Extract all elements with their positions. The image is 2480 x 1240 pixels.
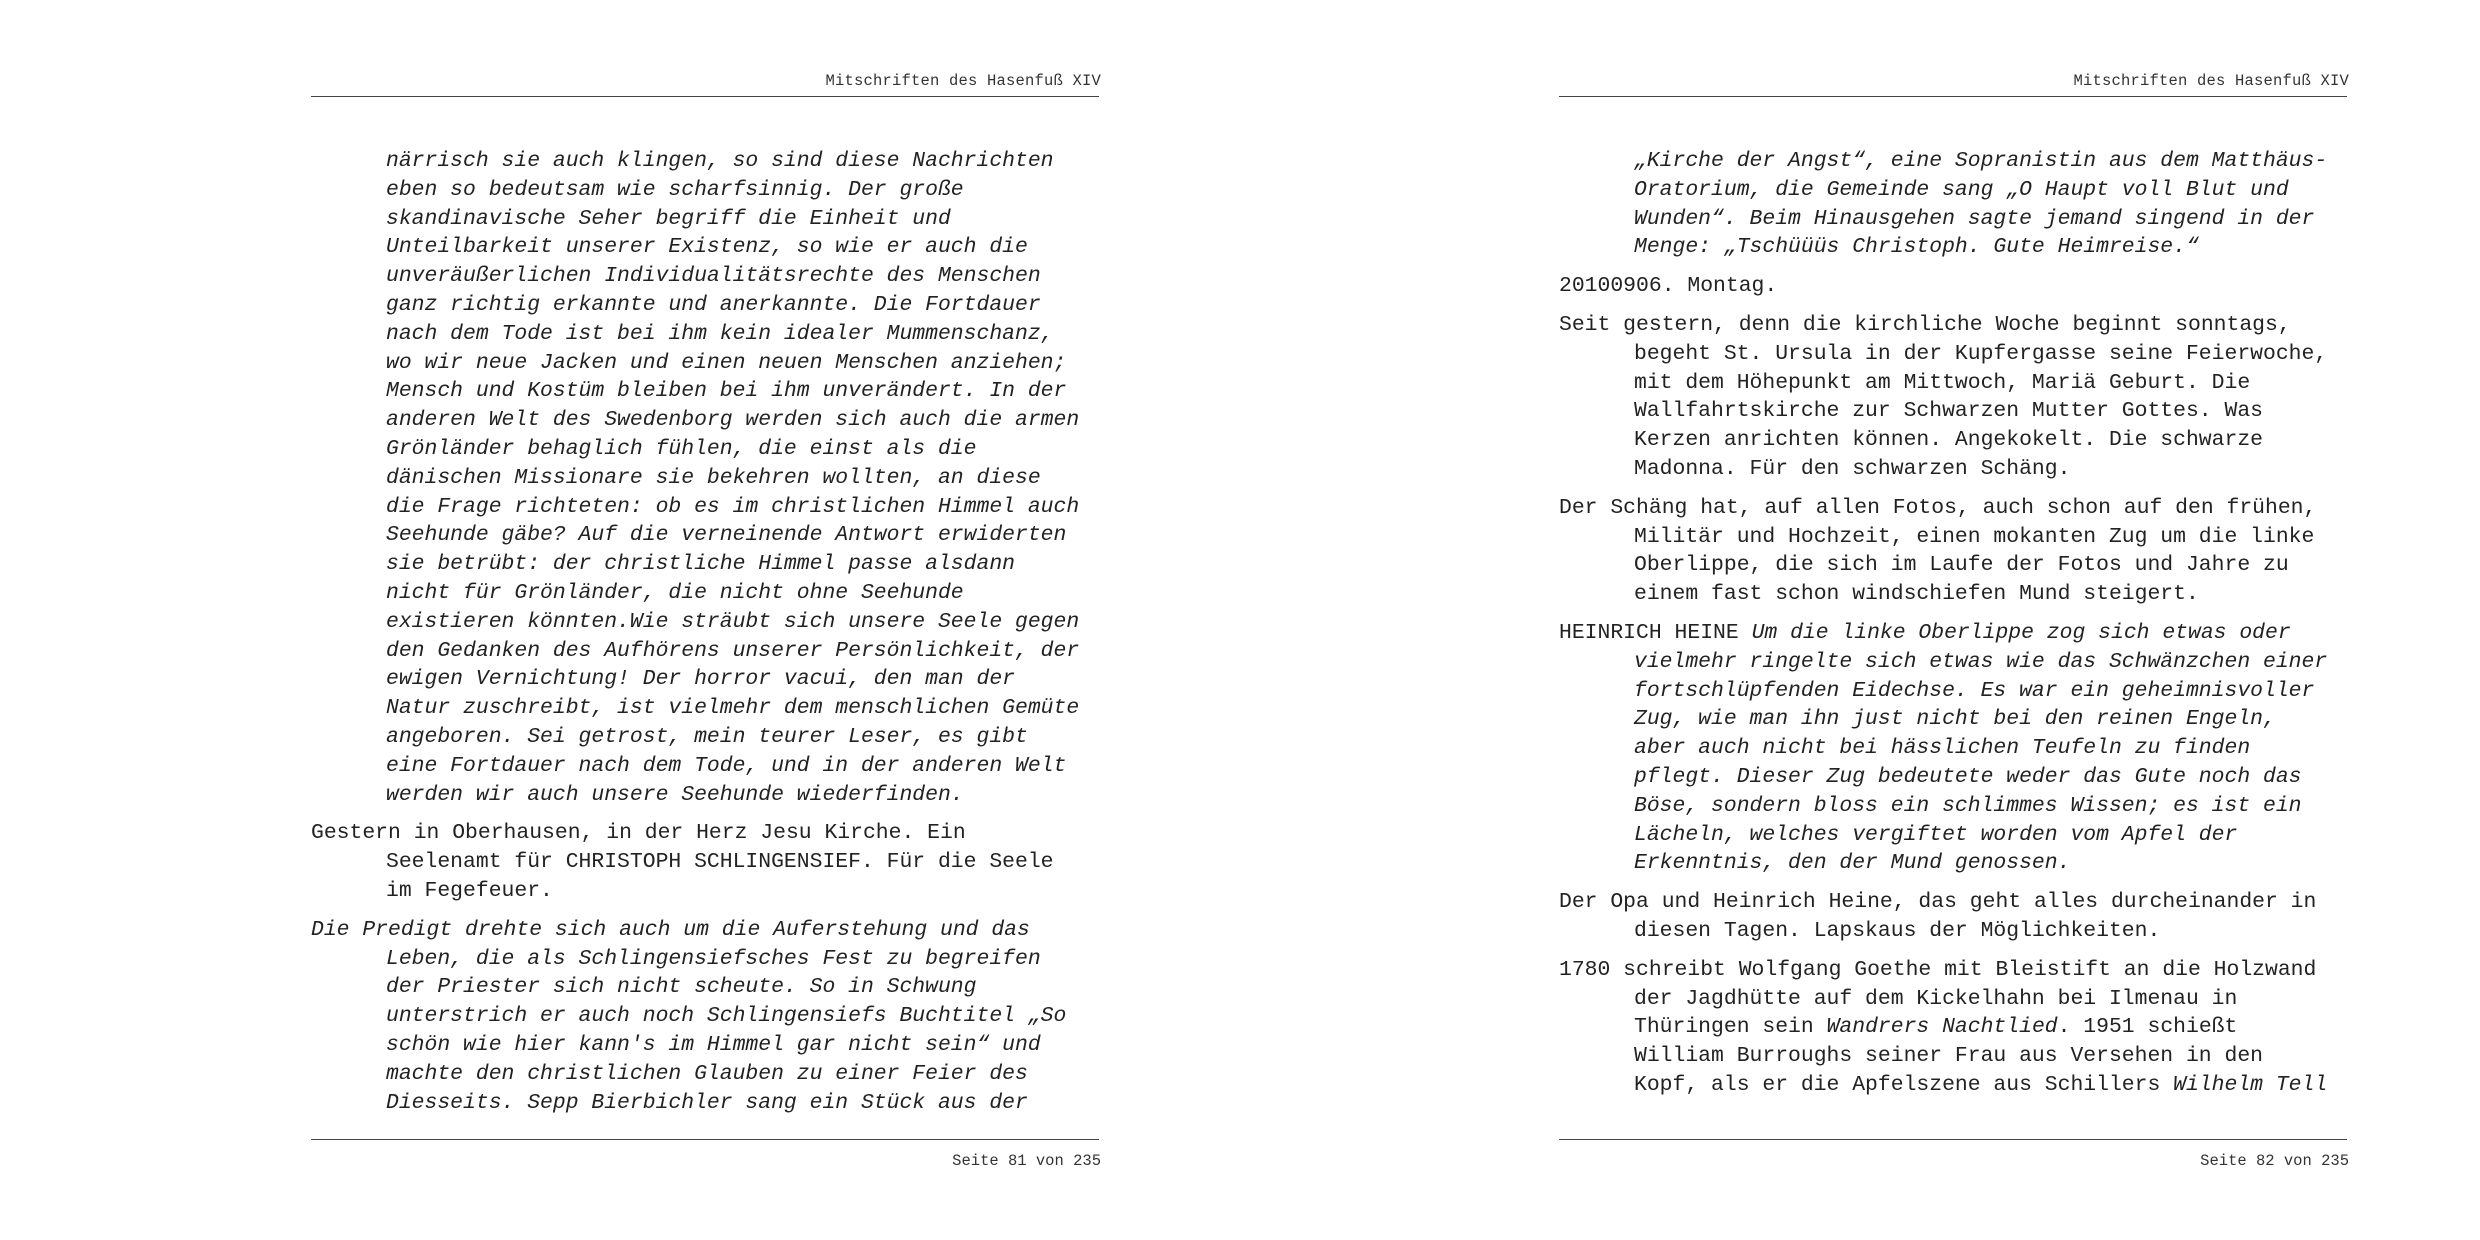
- paragraph: [311, 819, 1101, 905]
- text: 1780 schreibt Wolfgang Goethe mit Bleistift an die Holzwand der Jagdhütte auf dem Kickelhahn bei Ilmenau in Thüringen sein: [1559, 957, 2317, 1040]
- page-body: [311, 147, 1101, 1127]
- paragraph: [1559, 272, 2349, 301]
- text: . 1951 schießt William Burroughs seiner Frau aus Versehen in den Kopf, als er die Apfelszene aus Schillers: [1634, 1015, 2263, 1097]
- paragraph: [1559, 147, 2349, 262]
- page-number: Seite 81 von 235: [952, 1152, 1101, 1170]
- text: HEINRICH HEINE: [1559, 620, 1752, 645]
- right-page: [1559, 0, 2349, 1240]
- header-rule: [311, 96, 1099, 97]
- text: Der Schäng hat, auf allen Fotos, auch schon auf den frühen, Militär und Hochzeit, einen mokanten Zug um die linke Oberlippe, die sich im Laufe der Fotos und Jahre zu einem fast schon windschiefen Mund steigert.: [1559, 495, 2317, 607]
- paragraph: [311, 147, 1101, 809]
- italic-text: Wilhelm Tell: [2173, 1072, 2328, 1097]
- paragraph: [1559, 956, 2349, 1100]
- running-head: Mitschriften des Hasenfuß XIV: [825, 72, 1101, 90]
- paragraph: [311, 916, 1101, 1118]
- italic-text: „Kirche der Angst“, eine Sopranistin aus dem Matthäus- Oratorium, die Gemeinde sang „O Haupt voll Blut und Wunden“. Beim Hinausgehen sagte jemand singend in der Menge: „Tschüüüs Christoph. Gute Heimreise.“: [1634, 149, 2328, 260]
- page-body: [1559, 147, 2349, 1110]
- text: 20100906. Montag.: [1559, 274, 1778, 299]
- left-page: [311, 0, 1101, 1240]
- text: Seit gestern, denn die kirchliche Woche beginnt sonntags, begeht St. Ursula in der Kupfergasse seine Feierwoche, mit dem Höhepunkt am Mittwoch, Mariä Geburt. Die Wallfahrtskirche zur Schwarzen Mutter Gottes. Was Kerzen anrichten können. Angekokelt. Die schwarze Madonna. Für den schwarzen Schäng.: [1559, 312, 2328, 481]
- footer-rule: [311, 1139, 1099, 1140]
- text: Gestern in Oberhausen, in der Herz Jesu Kirche. Ein Seelenamt für CHRISTOPH SCHLINGENSIEF. Für die Seele im Fegefeuer.: [311, 821, 1054, 903]
- header-rule: [1559, 96, 2347, 97]
- italic-text: Um die linke Oberlippe zog sich etwas oder vielmehr ringelte sich etwas wie das Schwänzchen einer fortschlüpfenden Eidechse. Es war ein geheimnisvoller Zug, wie man ihn just nicht bei den reinen Engeln, aber auch nicht bei hässlichen Teufeln zu finden pflegt. Dieser Zug bedeutete weder das Gute noch das Böse, sondern bloss ein schlimmes Wissen; es ist ein Lächeln, welches vergiftet worden vom Apfel der Erkenntnis, den der Mund genossen.: [1634, 620, 2328, 876]
- text: Der Opa und Heinrich Heine, das geht alles durcheinander in diesen Tagen. Lapskaus der Möglichkeiten.: [1559, 890, 2317, 943]
- footer-rule: [1559, 1139, 2347, 1140]
- page-number: Seite 82 von 235: [2200, 1152, 2349, 1170]
- italic-text: närrisch sie auch klingen, so sind diese Nachrichten eben so bedeutsam wie scharfsinnig. Der große skandinavische Seher begriff die Einheit und Unteilbarkeit unserer Existenz, so wie er auch die unveräußerlichen Individualitätsrechte des Menschen ganz richtig erkannte und anerkannte. Die Fortdauer nach dem Tode ist bei ihm kein idealer Mummenschanz, wo wir neue Jacken und einen neuen Menschen anziehen; Mensch und Kostüm bleiben bei ihm unverändert. In der anderen Welt des Swedenborg werden sich auch die armen Grönländer behaglich fühlen, die einst als die dänischen Missionare sie bekehren wollten, an diese die Frage richteten: ob es im christlichen Himmel auch Seehunde gäbe? Auf die verneinende Antwort erwiderten sie betrübt: der christliche Himmel passe alsdann nicht für Grönländer, die nicht ohne Seehunde existieren könnten.Wie sträubt sich unsere Seele gegen den Gedanken des Aufhörens unserer Persönlichkeit, der ewigen Vernichtung! Der horror vacui, den man der Natur zuschreibt, ist vielmehr dem menschlichen Gemüte angeboren. Sei getrost, mein teurer Leser, es gibt eine Fortdauer nach dem Tode, und in der anderen Welt werden wir auch unsere Seehunde wiederfinden.: [386, 149, 1080, 807]
- paragraph: [1559, 311, 2349, 484]
- paragraph: [1559, 619, 2349, 878]
- paragraph: [1559, 888, 2349, 946]
- paragraph: [1559, 494, 2349, 609]
- italic-text: Die Predigt drehte sich auch um die Auferstehung und das Leben, die als Schlingensiefsches Fest zu begreifen der Priester sich nicht scheute. So in Schwung unterstrich er auch noch Schlingensiefs Buchtitel „So schön wie hier kann's im Himmel gar nicht sein“ und machte den christlichen Glauben zu einer Feier des Diesseits. Sepp Bierbichler sang ein Stück aus der: [311, 917, 1067, 1115]
- running-head: Mitschriften des Hasenfuß XIV: [2073, 72, 2349, 90]
- italic-text: Wandrers Nachtlied: [1826, 1015, 2058, 1040]
